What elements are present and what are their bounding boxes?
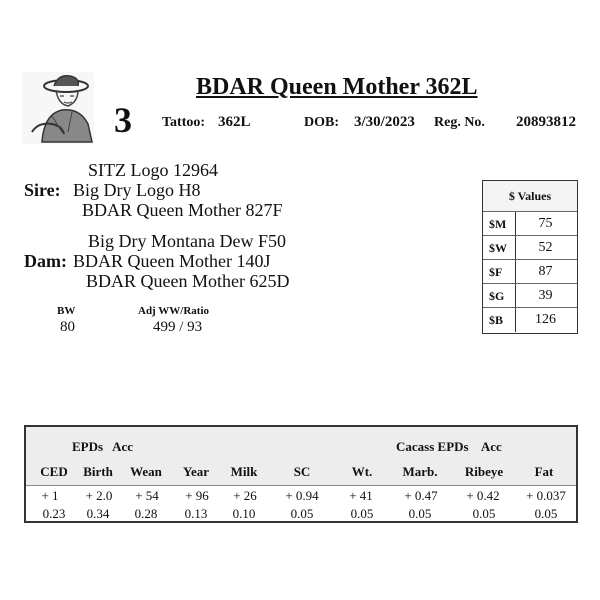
- dob-value: 3/30/2023: [354, 114, 415, 130]
- dollar-values-header: $ Values: [483, 181, 577, 212]
- sire-dam: BDAR Queen Mother 827F: [82, 200, 283, 220]
- bw-label: BW: [57, 305, 76, 317]
- col-wt: Wt.: [351, 464, 373, 479]
- sire-sire: SITZ Logo 12964: [88, 160, 218, 180]
- col-marb: Marb.: [402, 464, 438, 479]
- col-ribeye: Ribeye: [464, 464, 504, 479]
- dollar-row: [483, 283, 577, 308]
- dollar-row: [483, 235, 577, 260]
- dam-name: BDAR Queen Mother 140J: [73, 251, 271, 271]
- reg-value: 20893812: [516, 114, 576, 130]
- epd-acc: 0.05: [408, 506, 432, 521]
- epd-value: + 96: [185, 488, 209, 503]
- dollar-value: 126: [515, 308, 575, 332]
- epd-value: + 2.0: [85, 488, 113, 503]
- epd-value: + 26: [233, 488, 257, 503]
- epd-acc: 0.05: [472, 506, 496, 521]
- epd-acc: 0.05: [290, 506, 314, 521]
- dollar-row: [483, 259, 577, 284]
- reg-label: Reg. No.: [434, 115, 485, 130]
- lot-number: 3: [114, 100, 132, 140]
- epd-value: + 0.94: [285, 488, 319, 503]
- adj-ww-label: Adj WW/Ratio: [138, 305, 209, 317]
- epd-acc: 0.23: [42, 506, 66, 521]
- tattoo-label: Tattoo:: [162, 115, 206, 130]
- epd-acc: 0.34: [86, 506, 110, 521]
- tattoo-value: 362L: [218, 114, 251, 130]
- sire-label: Sire:: [24, 180, 61, 200]
- dollar-value: 52: [515, 236, 575, 260]
- animal-title: BDAR Queen Mother 362L: [196, 74, 478, 100]
- epd-group-label: EPDs Acc: [72, 439, 134, 454]
- dollar-value: 87: [515, 260, 575, 284]
- bw-value: 80: [60, 319, 75, 335]
- carcass-group-label: Cacass EPDs Acc: [396, 439, 502, 454]
- epd-table: [24, 425, 578, 523]
- dollar-row: [483, 211, 577, 236]
- epd-value: + 1: [41, 488, 59, 503]
- dam-label: Dam:: [24, 251, 67, 271]
- epd-value: + 0.42: [466, 488, 500, 503]
- col-milk: Milk: [230, 464, 258, 479]
- dollar-key: $F: [489, 265, 503, 279]
- dob-label: DOB:: [304, 115, 339, 130]
- col-wean: Wean: [130, 464, 162, 479]
- dollar-value: 75: [515, 212, 575, 236]
- dam-dam: BDAR Queen Mother 625D: [86, 271, 290, 291]
- dollar-key: $B: [489, 313, 504, 327]
- epd-value: + 41: [349, 488, 373, 503]
- epd-value: + 0.47: [404, 488, 438, 503]
- col-ced: CED: [40, 464, 68, 479]
- dollar-row: [483, 307, 577, 332]
- dollar-values-box: [482, 180, 578, 334]
- epd-acc: 0.05: [534, 506, 558, 521]
- epd-acc: 0.10: [232, 506, 256, 521]
- epd-acc: 0.05: [350, 506, 374, 521]
- dollar-key: $M: [489, 217, 507, 231]
- col-year: Year: [183, 464, 209, 479]
- epd-value: + 0.037: [526, 488, 566, 503]
- dollar-key: $W: [489, 241, 507, 255]
- dollar-key: $G: [489, 289, 505, 303]
- dollar-value: 39: [515, 284, 575, 308]
- epd-acc: 0.28: [134, 506, 158, 521]
- col-sc: SC: [293, 464, 311, 479]
- cowboy-logo: [22, 72, 94, 144]
- col-birth: Birth: [83, 464, 113, 479]
- epd-value: + 54: [135, 488, 159, 503]
- dam-sire: Big Dry Montana Dew F50: [88, 231, 286, 251]
- adj-ww-value: 499 / 93: [153, 319, 203, 335]
- sire-name: Big Dry Logo H8: [73, 180, 201, 200]
- col-fat: Fat: [534, 464, 554, 479]
- epd-acc: 0.13: [184, 506, 208, 521]
